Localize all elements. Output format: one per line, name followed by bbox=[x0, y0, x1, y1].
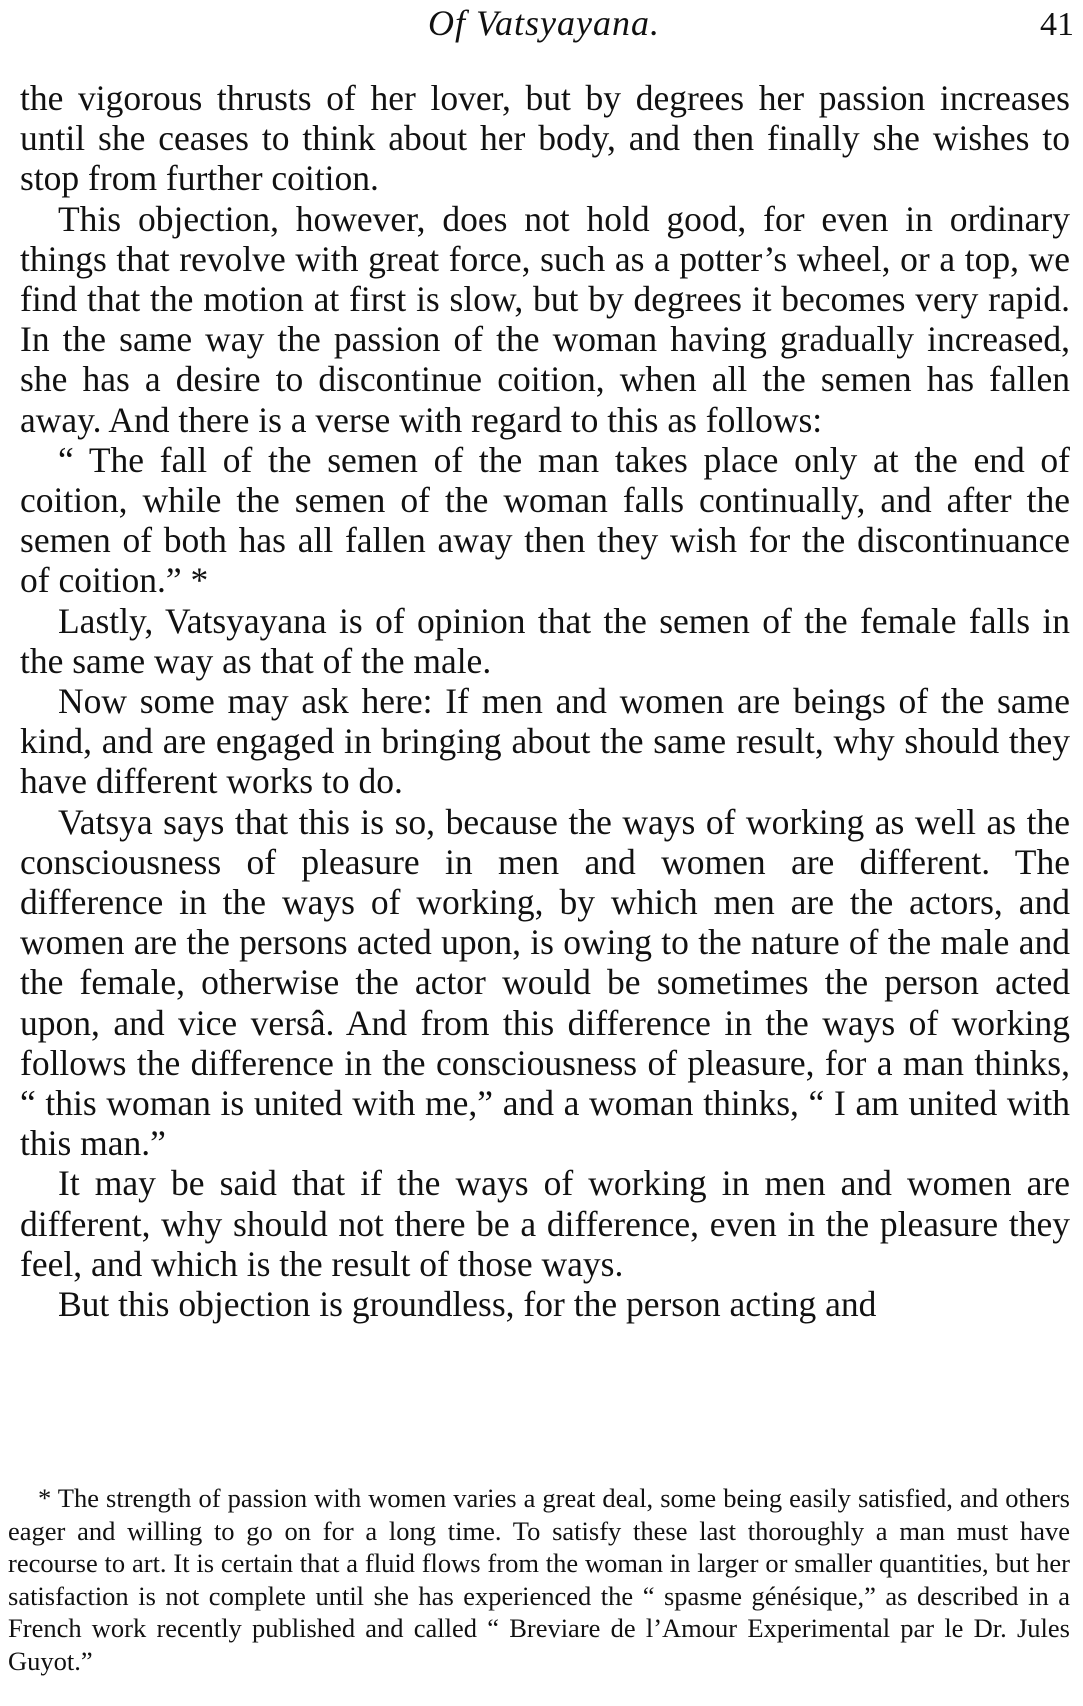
paragraph: But this objection is groundless, for the person acting and bbox=[58, 1284, 877, 1325]
page-header bbox=[0, 0, 1083, 60]
paragraph: the vigorous thrusts of her lover, but by degrees her passion increases until she ceases to think about her body, and then finally she wishes to stop from further coition. bbox=[20, 78, 1070, 199]
quoted-verse: “ The fall of the semen of the man takes place only at the end of coition, while the semen of the woman falls continually, and after the semen of both has all fallen away then they wish for the discontinuance of coition.” * bbox=[20, 439, 1070, 601]
paragraph: Now some may ask here: If men and women are beings of the same kind, and are engaged in bringing about the same result, why should they have different works to do. bbox=[20, 681, 1070, 802]
footnote: * The strength of passion with women varies a great deal, some being easily satisfied, and others eager and willing to go on for a long time. To satisfy these last thoroughly a man must have recourse to art. It is certain that a fluid flows from the woman in larger or smaller quantities, but her satisfaction is not complete until she has experienced the “ spasme génésique,” as described in a French work recently published and called “ Breviare de l’Amour Experimental par le Dr. Jules Guyot.” bbox=[8, 1483, 1070, 1676]
page-number: 41 bbox=[1040, 6, 1074, 43]
main-text bbox=[20, 78, 1070, 1324]
running-title: Of Vatsyayana. bbox=[428, 3, 660, 43]
paragraph: Lastly, Vatsyayana is of opinion that the semen of the female falls in the same way as that of the male. bbox=[20, 600, 1070, 681]
paragraph: It may be said that if the ways of working in men and women are different, why should not there be a difference, even in the pleasure they feel, and which is the result of those ways. bbox=[20, 1163, 1070, 1284]
paragraph: Vatsya says that this is so, because the ways of working as well as the consciousness of pleasure in men and women are different. The difference in the ways of working, by which men are the actors, and women are the persons acted upon, is owing to the nature of the male and the female, otherwise the actor would be sometimes the person acted upon, and vice versâ. And from this difference in the ways of working follows the difference in the consciousness of pleasure, for a man thinks, “ this woman is united with me,” and a woman thinks, “ I am united with this man.” bbox=[20, 801, 1070, 1164]
paragraph: This objection, however, does not hold good, for even in ordinary things that revolve with great force, such as a potter’s wheel, or a top, we find that the motion at first is slow, but by degrees it becomes very rapid. In the same way the passion of the woman having gradually increased, she has a desire to discontinue coition, when all the semen has fallen away. And there is a verse with regard to this as follows: bbox=[20, 198, 1070, 440]
